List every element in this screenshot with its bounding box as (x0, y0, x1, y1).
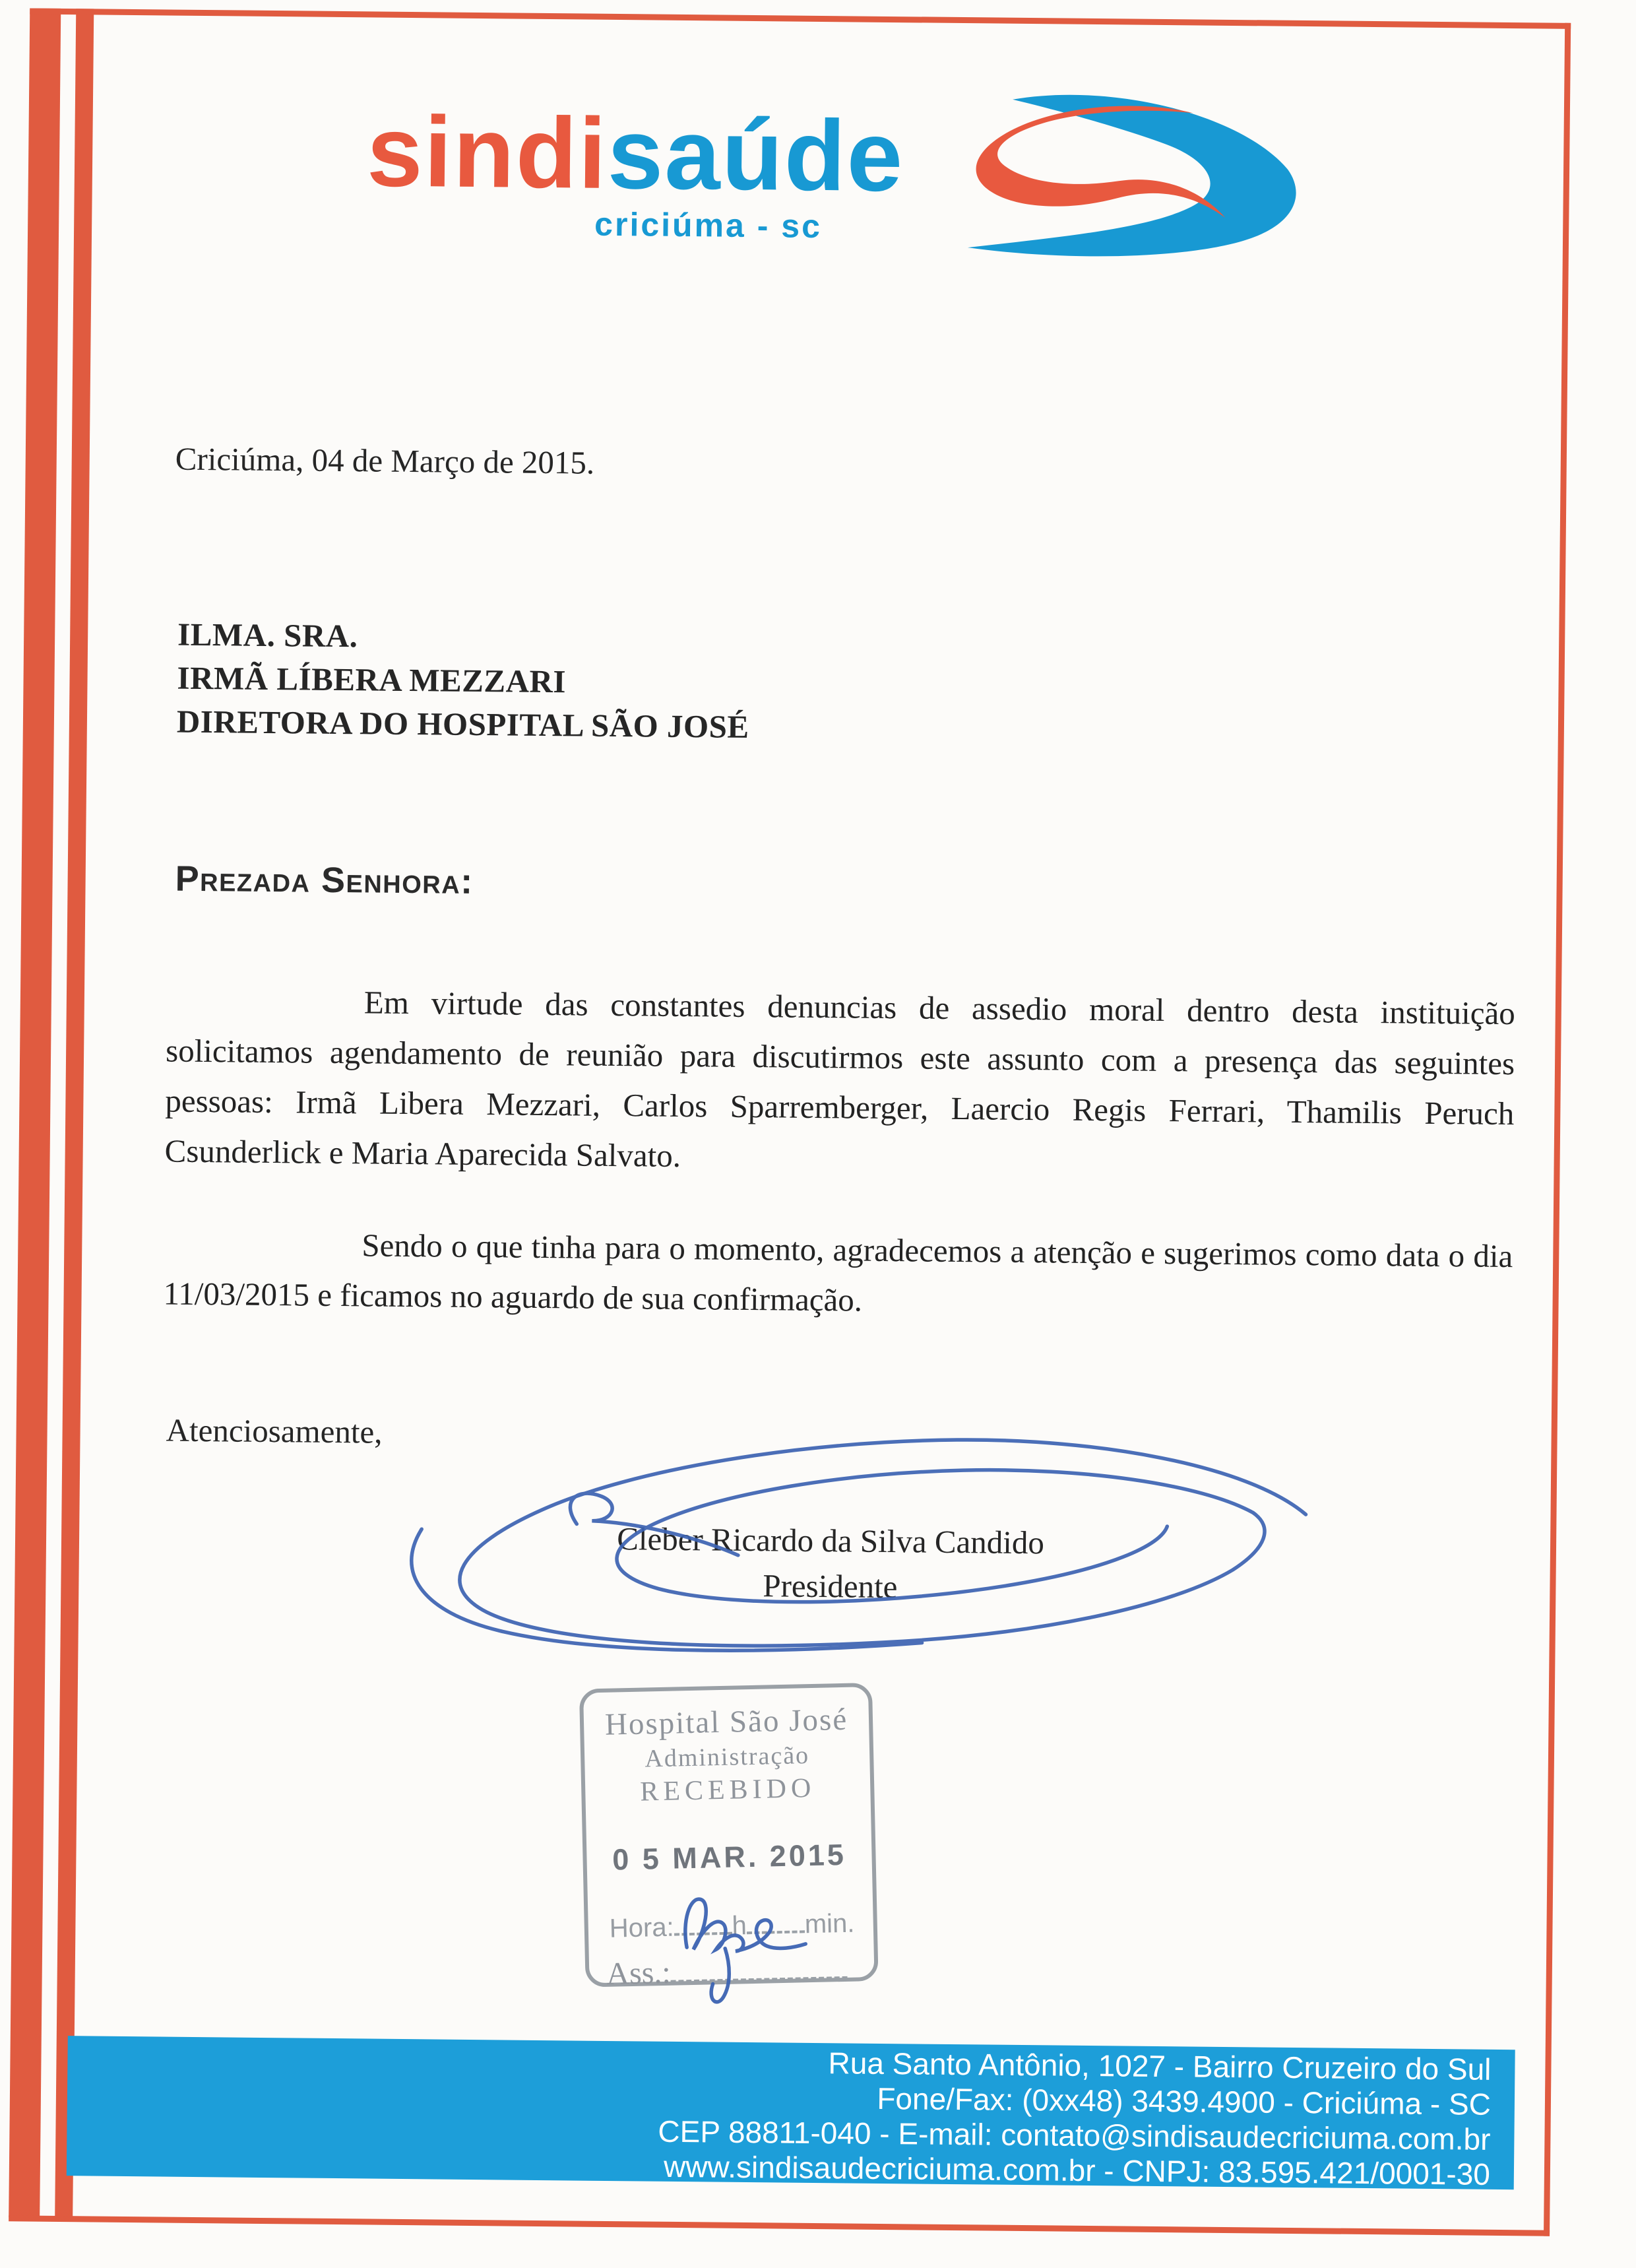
right-border-line (1544, 23, 1571, 2236)
stamp-hora-label: Hora: (609, 1912, 675, 1943)
left-border-stripe-thin (55, 9, 94, 2218)
logo-wordmark-saude: saúde (607, 97, 905, 213)
stamp-hour-unit: h (732, 1911, 747, 1941)
stamp-minute-unit: min. (804, 1908, 855, 1939)
salutation: Prezada Senhora: (175, 859, 474, 901)
letter-date: Criciúma, 04 de Março de 2015. (175, 440, 595, 481)
handwritten-signature-image (381, 1420, 1327, 1677)
footer-contact-bar (67, 2036, 1515, 2189)
stamp-date: 0 5 MAR. 2015 (612, 1837, 847, 1877)
top-border-line (30, 8, 1571, 28)
recipient-line-title: DIRETORA DO HOSPITAL SÃO JOSÉ (176, 703, 749, 745)
sindisaude-logotype (366, 95, 905, 213)
sindisaude-swoosh-logo-icon (959, 75, 1337, 300)
signer-name: Cleber Ricardo da Silva Candido (616, 1520, 1045, 1561)
stamp-received-label: RECEBIDO (639, 1772, 816, 1807)
recipient-block (177, 613, 751, 749)
stamp-signature-scribble (661, 1885, 827, 2015)
bottom-border-line (9, 2215, 1550, 2236)
left-border-stripe-thick (9, 8, 61, 2217)
body-paragraph-1: Em virtude das constantes denuncias de assedio moral dentro desta instituição solicitamos agendamento de reunião para discutirmos este assunto com a presença das seguintes pessoas: Irmã Libera Mezzari, Carlos Sparremberger, Laercio Regis Ferrari, Thamilis Peruch Csunderlick e Maria Aparecida Salvato. (164, 984, 1516, 1175)
footer-phone-line: Fone/Fax: (0xx48) 3439.4900 - Criciúma - SC (877, 2081, 1492, 2122)
footer-address-line: Rua Santo Antônio, 1027 - Bairro Cruzeiro do Sul (828, 2046, 1492, 2087)
closing-line: Atenciosamente, (166, 1411, 383, 1450)
footer-email-line: CEP 88811-040 - E-mail: contato@sindisaudecriciuma.com.br (658, 2114, 1491, 2156)
footer-website-cnpj-line: www.sindisaudecriciuma.com.br - CNPJ: 83.595.421/0001-30 (663, 2149, 1491, 2191)
stamp-org-name: Hospital São José (604, 1702, 848, 1742)
stamp-ass-label: Ass.: (606, 1955, 672, 1992)
body-paragraph-2: Sendo o que tinha para o momento, agradecemos a atenção e sugerimos como data o dia 11/03/2015 e ficamos no aguardo de sua confirmação. (163, 1227, 1513, 1318)
logo-tagline: criciúma - sc (594, 205, 823, 245)
recipient-line-name: IRMÃ LÍBERA MEZZARI (177, 659, 567, 700)
logo-wordmark-sindi: sindi (366, 95, 608, 210)
recipient-line-honorific: ILMA. SRA. (177, 616, 358, 655)
signer-title: Presidente (763, 1567, 898, 1605)
stamp-department: Administração (644, 1741, 810, 1773)
